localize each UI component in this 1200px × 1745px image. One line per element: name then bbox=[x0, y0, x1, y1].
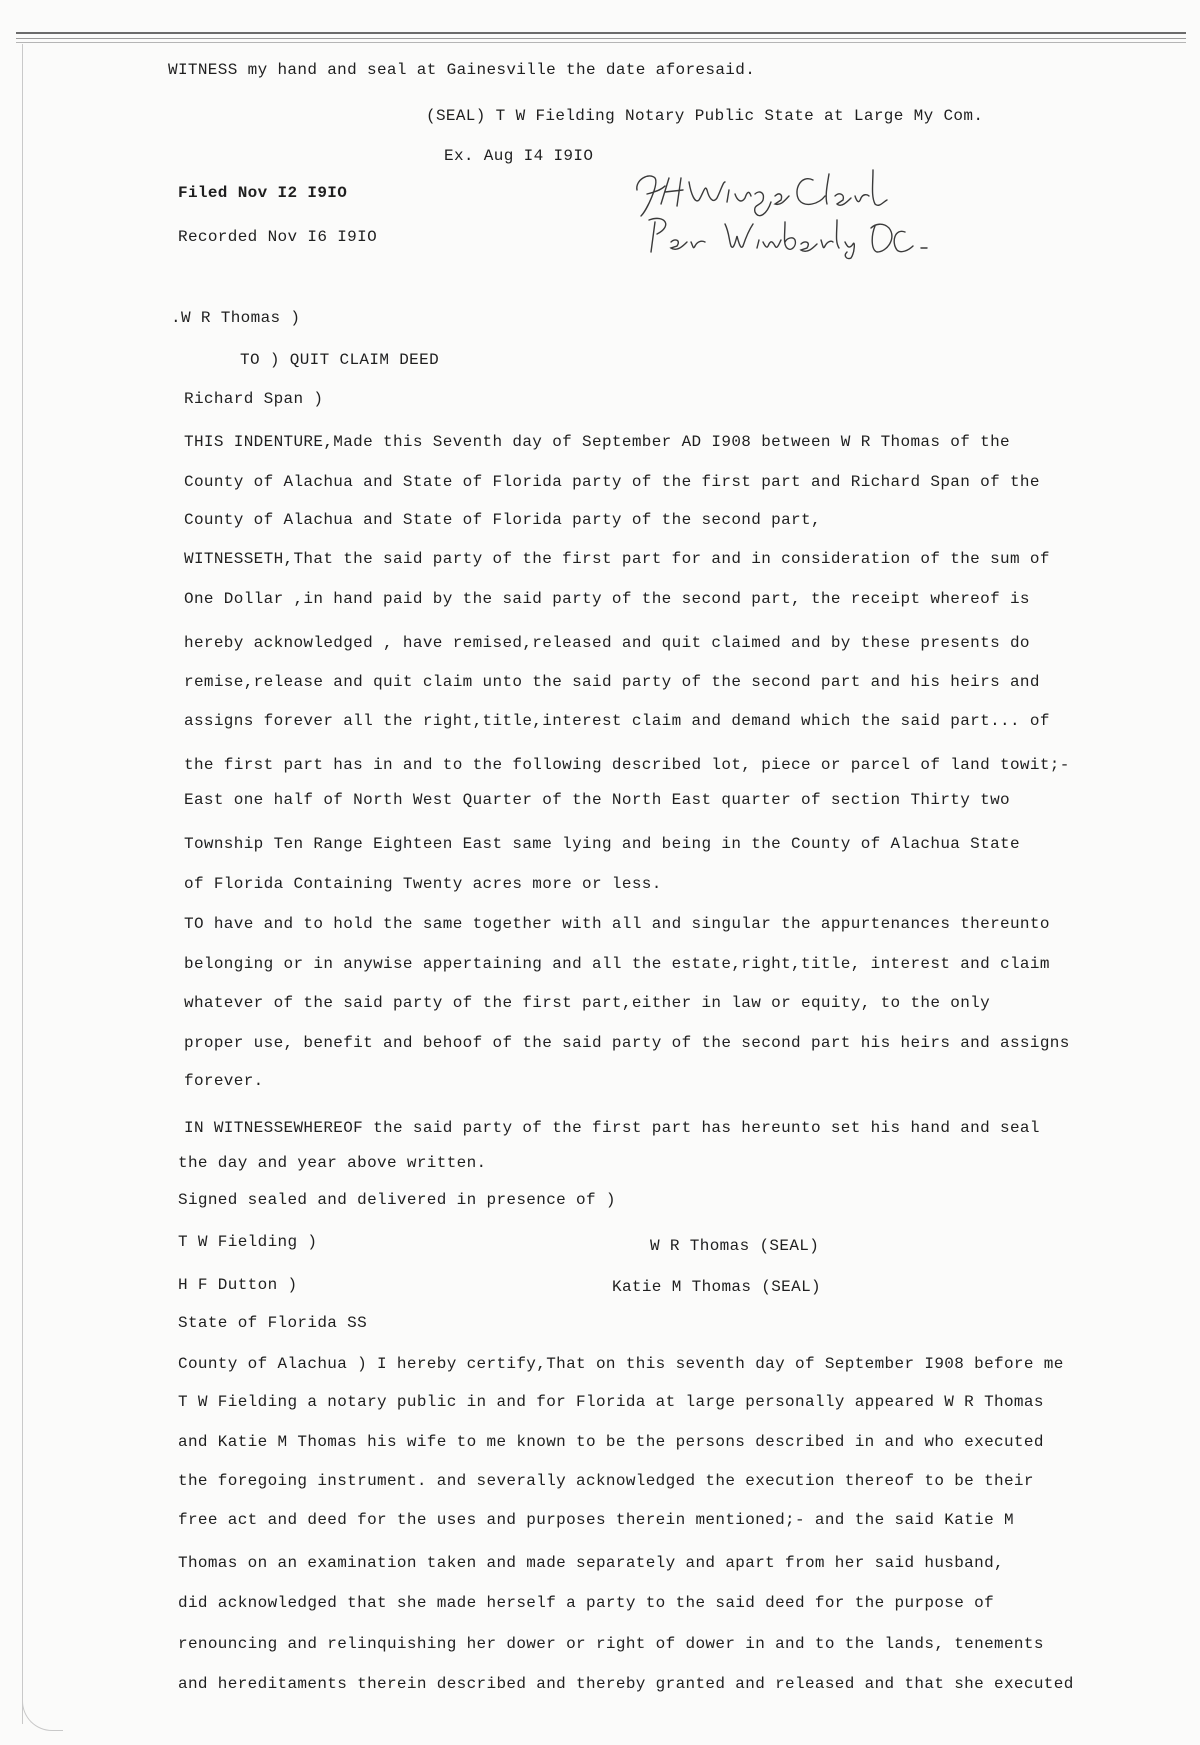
body-line: Township Ten Range Eighteen East same lying and being in the County of Alachua State bbox=[184, 835, 1020, 853]
left-margin-line bbox=[22, 44, 23, 1724]
witness-clause-line: IN WITNESSEWHEREOF the said party of the first part has hereunto set his hand and seal bbox=[184, 1119, 1040, 1137]
body-line: assigns forever all the right,title,interest claim and demand which the said part... of bbox=[184, 712, 1050, 730]
deed-type-caption: TO ) QUIT CLAIM DEED bbox=[240, 351, 440, 369]
acknowledgment-line: Thomas on an examination taken and made separately and apart from her said husband, bbox=[178, 1554, 1004, 1572]
commission-expiry-line: Ex. Aug I4 I9IO bbox=[444, 147, 594, 165]
acknowledgment-line: County of Alachua ) I hereby certify,That on this seventh day of September I908 before me bbox=[178, 1355, 1064, 1373]
acknowledgment-line: did acknowledged that she made herself a party to the said deed for the purpose of bbox=[178, 1594, 995, 1612]
body-line: County of Alachua and State of Florida party of the first part and Richard Span of the bbox=[184, 473, 1040, 491]
grantee-caption: Richard Span ) bbox=[184, 390, 324, 408]
acknowledgment-line: free act and deed for the uses and purposes therein mentioned;- and the said Katie M bbox=[178, 1511, 1014, 1529]
acknowledgment-line: renouncing and relinquishing her dower or right of dower in and to the lands, tenements bbox=[178, 1635, 1044, 1653]
witness-clause-line: Signed sealed and delivered in presence of ) bbox=[178, 1191, 616, 1209]
witness-line: WITNESS my hand and seal at Gainesville the date aforesaid. bbox=[168, 61, 756, 79]
top-rule-line bbox=[16, 38, 1186, 39]
body-line: TO have and to hold the same together with all and singular the appurtenances thereunto bbox=[184, 915, 1050, 933]
clerk-signature bbox=[625, 160, 985, 260]
party-signature: W R Thomas (SEAL) bbox=[650, 1237, 820, 1255]
left-margin-curve bbox=[22, 1690, 63, 1731]
body-line: whatever of the said party of the first part,either in law or equity, to the only bbox=[184, 994, 991, 1012]
recorded-date-line: Recorded Nov I6 I9IO bbox=[178, 228, 378, 246]
top-rule-line bbox=[16, 42, 1186, 43]
acknowledgment-line: and hereditaments therein described and thereby granted and released and that she executed bbox=[178, 1675, 1074, 1693]
body-line: belonging or in anywise appertaining and all the estate,right,title, interest and claim bbox=[184, 955, 1050, 973]
acknowledgment-line: the foregoing instrument. and severally acknowledged the execution thereof to be their bbox=[178, 1472, 1034, 1490]
body-line: One Dollar ,in hand paid by the said party of the second part, the receipt whereof is bbox=[184, 590, 1030, 608]
witness-signature: H F Dutton ) bbox=[178, 1276, 298, 1294]
acknowledgment-line: State of Florida SS bbox=[178, 1314, 368, 1332]
acknowledgment-line: and Katie M Thomas his wife to me known to be the persons described in and who executed bbox=[178, 1433, 1044, 1451]
witness-signature: T W Fielding ) bbox=[178, 1233, 318, 1251]
top-rule-line bbox=[16, 32, 1186, 34]
party-signature: Katie M Thomas (SEAL) bbox=[612, 1278, 821, 1296]
notary-seal-line: (SEAL) T W Fielding Notary Public State at Large My Com. bbox=[426, 107, 984, 125]
witness-clause-line: the day and year above written. bbox=[178, 1154, 487, 1172]
body-line: County of Alachua and State of Florida party of the second part, bbox=[184, 511, 821, 529]
body-line: the first part has in and to the following described lot, piece or parcel of land towit;- bbox=[184, 756, 1070, 774]
body-line: of Florida Containing Twenty acres more or less. bbox=[184, 875, 662, 893]
body-line: East one half of North West Quarter of the North East quarter of section Thirty two bbox=[184, 791, 1010, 809]
body-line: forever. bbox=[184, 1072, 264, 1090]
body-line: hereby acknowledged , have remised,released and quit claimed and by these presents do bbox=[184, 634, 1030, 652]
body-line: THIS INDENTURE,Made this Seventh day of September AD I908 between W R Thomas of the bbox=[184, 433, 1010, 451]
body-line: WITNESSETH,That the said party of the first part for and in consideration of the sum of bbox=[184, 550, 1050, 568]
acknowledgment-line: T W Fielding a notary public in and for Florida at large personally appeared W R Thomas bbox=[178, 1393, 1044, 1411]
filed-date-line: Filed Nov I2 I9IO bbox=[178, 184, 348, 202]
grantor-caption: .W R Thomas ) bbox=[171, 309, 301, 327]
body-line: proper use, benefit and behoof of the said party of the second part his heirs and assigns bbox=[184, 1034, 1070, 1052]
body-line: remise,release and quit claim unto the said party of the second part and his heirs and bbox=[184, 673, 1040, 691]
